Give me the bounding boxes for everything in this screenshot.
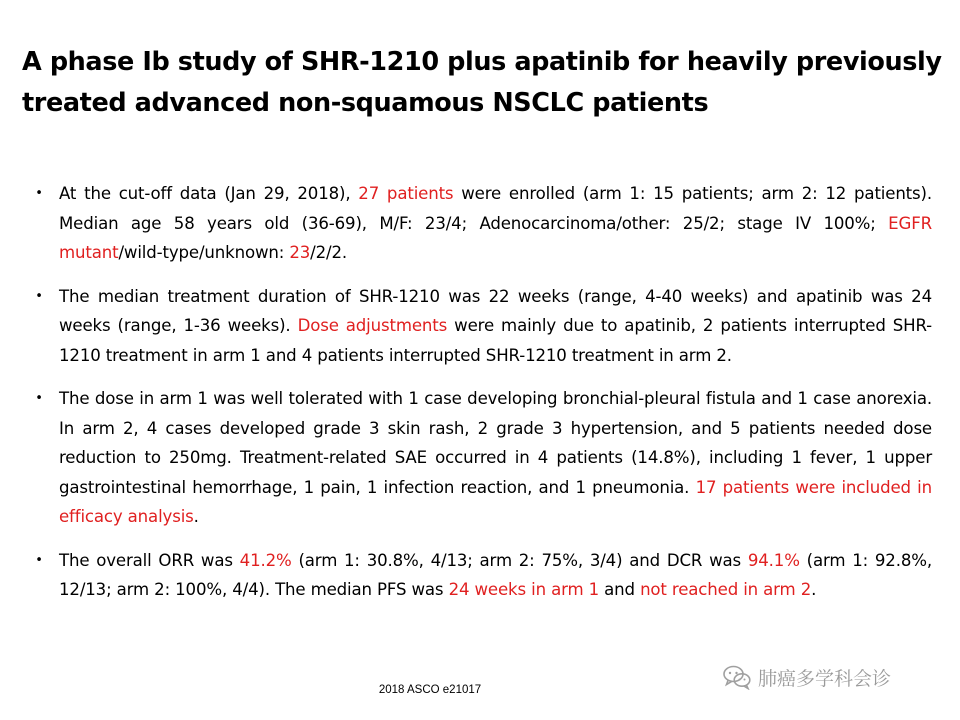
bullet-1-highlight-egfr: EGFR mutant xyxy=(59,213,932,262)
bullet-4-text-5: . xyxy=(811,580,817,599)
footer-citation: 2018 ASCO e21017 xyxy=(378,684,482,696)
bullet-3-highlight-efficacy: 17 patients were included in efficacy analysis xyxy=(59,477,933,526)
bullet-marker: • xyxy=(35,391,43,406)
bullet-1-text-3: /wild-type/unknown: xyxy=(118,243,290,262)
bullet-1-highlight-count: 23 xyxy=(289,243,311,262)
bullet-4-text-4: and xyxy=(599,580,641,599)
bullet-3-text-1: The dose in arm 1 was well tolerated with 1 case developing bronchial-pleural fistula and 1 case anorexia. In arm 2, 4 cases developed grade 3 skin rash, 2 grade 3 hypertension, and 5 patients needed dose reduction to 250mg. Treatment-related SAE occurred in 4 patients (14.8%), including 1 fever, 1 upper gastrointestinal hemorrhage, 1 pain, 1 infection reaction, and 1 pneumonia. xyxy=(59,389,932,497)
bullet-item-3 xyxy=(32,384,932,532)
watermark-text: 肺癌多学科会诊 xyxy=(758,667,892,690)
bullet-4-highlight-pfs-arm1: 24 weeks in arm 1 xyxy=(448,580,600,599)
bullet-2-text-2: were mainly due to apatinib, 2 patients interrupted SHR-1210 treatment in arm 1 and 4 patients interrupted SHR-1210 treatment in arm 2. xyxy=(59,316,932,365)
bullet-4-text-3: (arm 1: 92.8%, 12/13; arm 2: 100%, 4/4). The median PFS was xyxy=(59,550,932,599)
bullet-marker: • xyxy=(35,552,43,568)
bullet-item-4 xyxy=(32,546,932,605)
bullet-2-highlight-dose: Dose adjustments xyxy=(297,316,448,335)
bullet-1-text-4: /2/2. xyxy=(310,243,347,262)
bullet-1-text-2: were enrolled (arm 1: 15 patients; arm 2: 12 patients). Median age 58 years old (36-69), M/F: 23/4; Adenocarcinoma/other: 25/2; stage IV 100%; xyxy=(59,184,932,233)
bullet-4-highlight-dcr: 94.1% xyxy=(747,550,800,570)
bullet-2-text-1: The median treatment duration of SHR-1210 was 22 weeks (range, 4-40 weeks) and apatinib was 24 weeks (range, 1-36 weeks). xyxy=(59,286,932,335)
slide-title: A phase Ib study of SHR-1210 plus apatinib for heavily previously treated advanced non-squamous NSCLC patients xyxy=(22,47,942,118)
bullet-4-text-1: The overall ORR was xyxy=(59,550,240,570)
bullet-marker: • xyxy=(35,288,43,304)
bullet-4-highlight-pfs-arm2: not reached in arm 2 xyxy=(640,580,812,599)
bullet-list xyxy=(32,179,932,605)
bullet-4-highlight-orr: 41.2% xyxy=(239,550,292,570)
bullet-4-text-2: (arm 1: 30.8%, 4/13; arm 2: 75%, 3/4) and DCR was xyxy=(291,550,748,570)
bullet-1-text-1: At the cut-off data (Jan 29, 2018), xyxy=(59,184,359,203)
bullet-item-2 xyxy=(32,282,932,371)
bullet-1-highlight-enrolled: 27 patients xyxy=(358,184,454,203)
bullet-marker: • xyxy=(35,186,43,201)
bullet-item-1 xyxy=(32,179,932,268)
bullet-3-text-2: . xyxy=(193,507,199,526)
